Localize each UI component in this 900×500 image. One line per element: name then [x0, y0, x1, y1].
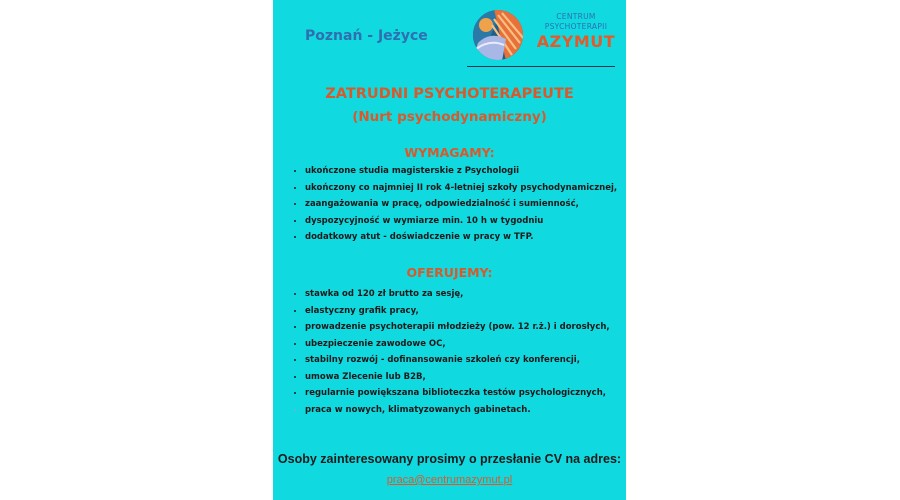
job-flyer	[273, 0, 626, 500]
offer-item: • regularnie powiększana biblioteczka testów psychologicznych,	[305, 385, 610, 402]
logo-brand: AZYMUT	[536, 32, 616, 51]
offer-item: • umowa Zlecenie lub B2B,	[305, 369, 610, 386]
email-link[interactable]: praca@centrumazymut.pl	[386, 474, 513, 486]
offer-item: • stawka od 120 zł brutto za sesję,	[305, 286, 610, 303]
offer-list	[287, 286, 610, 418]
requirement-item: • zaangażowania w pracę, odpowiedzialność i sumienność,	[305, 196, 617, 213]
requirement-item: • ukończone studia magisterskie z Psychologii	[305, 163, 617, 180]
offer-item: • elastyczny grafik pracy,	[305, 303, 610, 320]
offer-item: • praca w nowych, klimatyzowanych gabinetach.	[305, 402, 610, 419]
logo-line-psychoterapii: PSYCHOTERAPII	[544, 22, 608, 31]
requirement-item: • dodatkowy atut - doświadczenie w pracy w TFP.	[305, 229, 617, 246]
azymut-logo-icon	[472, 9, 524, 61]
logo-wordmark	[531, 12, 621, 52]
offer-item: • ubezpieczenie zawodowe OC,	[305, 336, 610, 353]
offer-title: OFERUJEMY:	[406, 265, 493, 280]
location-label: Poznań - Jeżyce	[305, 28, 428, 44]
requirements-list	[287, 163, 617, 246]
requirement-item: • dyspozycyjność w wymiarze min. 10 h w tygodniu	[305, 213, 617, 230]
offer-item: • stabilny rozwój - dofinansowanie szkoleń czy konferencji,	[305, 352, 610, 369]
requirement-item: • ukończony co najmniej II rok 4-letniej szkoły psychodynamicznej,	[305, 180, 617, 197]
job-subtitle: (Nurt psychodynamiczny)	[352, 109, 547, 125]
contact-text: Osoby zainteresowany prosimy o przesłanie CV na adres:	[277, 452, 622, 466]
header-divider	[467, 66, 615, 67]
logo-line-centrum: CENTRUM	[556, 12, 596, 21]
requirements-title: WYMAGAMY:	[404, 145, 495, 160]
job-title: ZATRUDNI PSYCHOTERAPEUTE	[325, 86, 574, 102]
offer-item: • prowadzenie psychoterapii młodzieży (pow. 12 r.ż.) i dorosłych,	[305, 319, 610, 336]
